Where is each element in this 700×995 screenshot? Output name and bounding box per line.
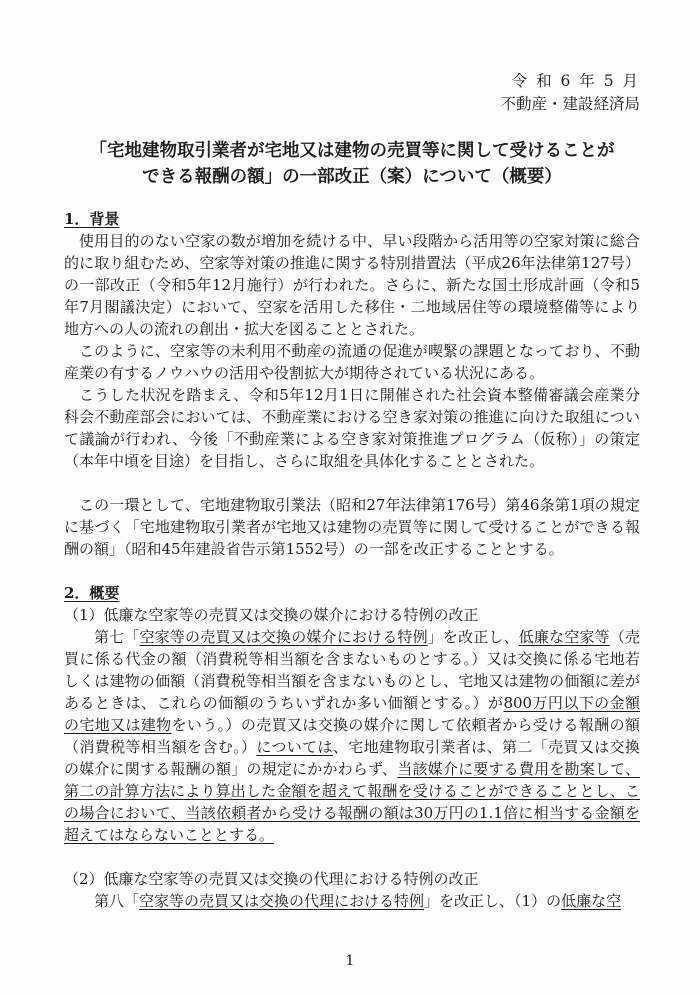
blank-line (64, 472, 640, 494)
section-heading (64, 582, 640, 604)
paragraph (64, 384, 640, 472)
text-segment: この一環として、宅地建物取引業法（昭和27年法律第176号）第46条第1項の規定に基づく「宅地建物取引業者が宅地又は建物の売買等に関して受けることができる報酬の額」（昭和45年建設省告示第1552号）の一部を改正することとする。 (64, 496, 640, 558)
page-number: 1 (345, 953, 355, 969)
text-segment: （売買に係る代金の額（消費税等相当額を含まないものとする。）又は交換に係る宅地若しくは建物の価額（消費税等相当額を含まないものとし、宅地又は建物の価額に差があるときは、これらの価額のうちいずれか多い価額とする。）が (64, 628, 640, 712)
document-body (64, 208, 640, 912)
paragraph (64, 340, 640, 384)
document-header (64, 70, 640, 116)
paragraph (64, 230, 640, 340)
text-segment: （1）低廉な空家等の売買又は交換の媒介における特例の改正 (64, 606, 479, 624)
text-segment: 」を改正し、 (427, 628, 519, 646)
underlined-text-segment: 800万円以下の金額の宅地又は建物 (64, 694, 640, 734)
underlined-text-segment: 2．概要 (64, 584, 120, 602)
text-segment: 第七「 (94, 628, 140, 646)
text-segment: こうした状況を踏まえ、令和5年12月1日に開催された社会資本整備審議会産業分科会不動産部会においては、不動産業における空き家対策の推進に向けた取組について議論が行われ、今後「不動産業による空き家対策推進プログラム（仮称）」の策定（本年中頃を目途）を目指し、さらに取組を具体化することとされた。 (64, 386, 640, 470)
text-segment: （2）低廉な空家等の売買又は交換の代理における特例の改正 (64, 870, 479, 888)
text-segment: 」を改正し、（1）の (424, 892, 562, 910)
document-title-line1: 「宅地建物取引業者が宅地又は建物の売買等に関して受けることが (89, 141, 615, 161)
document-bureau: 不動産・建設経済局 (500, 95, 640, 113)
blank-line (64, 846, 640, 868)
document-title-line2: できる報酬の額」の一部改正（案）について（概要） (142, 167, 562, 187)
underlined-text-segment: 当該媒介に要する費用を勘案して、第二の計算方法により算出した金額を超えて報酬を受けることができることとし、この場合において、当該依頼者から受ける報酬の額は30万円の1.1倍に相当する金額を超えてはならないこととする。 (64, 760, 641, 844)
underlined-text-segment: 低廉な空家等 (518, 628, 610, 646)
paragraph (64, 626, 640, 846)
blank-line (64, 560, 640, 582)
paragraph (64, 494, 640, 560)
text-segment: このように、空家等の未利用不動産の流通の促進が喫緊の課題となっており、不動産業の有するノウハウの活用や役割拡大が期待されている状況にある。 (64, 342, 640, 382)
text-segment: をいう。）の売買又は交換の媒介に関して依頼者から受ける報酬の額（消費税等相当額を含む。） (64, 716, 640, 756)
paragraph (64, 868, 640, 890)
underlined-text-segment: 1．背景 (64, 210, 120, 228)
paragraph (64, 890, 640, 912)
document-title (64, 138, 640, 190)
document-date: 令 和 6 年 5 月 (511, 72, 640, 90)
paragraph (64, 604, 640, 626)
section-heading (64, 208, 640, 230)
text-segment: 第八「 (94, 892, 140, 910)
underlined-text-segment: 空家等の売買又は交換の代理における特例 (139, 892, 425, 910)
underlined-text-segment: 空家等の売買又は交換の媒介における特例 (139, 628, 428, 646)
text-segment: 使用目的のない空家の数が増加を続ける中、早い段階から活用等の空家対策に総合的に取り組むため、空家等対策の推進に関する特別措置法（平成26年法律第127号）の一部改正（令和5年12月施行）が行われた。さらに、新たな国土形成計画（令和5年7月閣議決定）において、空家を活用した移住・二地域居住等の環境整備等により地方への人の流れの創出・拡大を図ることとされた。 (64, 232, 640, 338)
text-segment: 、宅地建物取引業者は、第二「売買又は交換の媒介に関する報酬の額」の規定にかかわらず、 (64, 738, 640, 778)
underlined-text-segment: 低廉な空 (561, 892, 622, 910)
underlined-text-segment: については (256, 738, 333, 756)
